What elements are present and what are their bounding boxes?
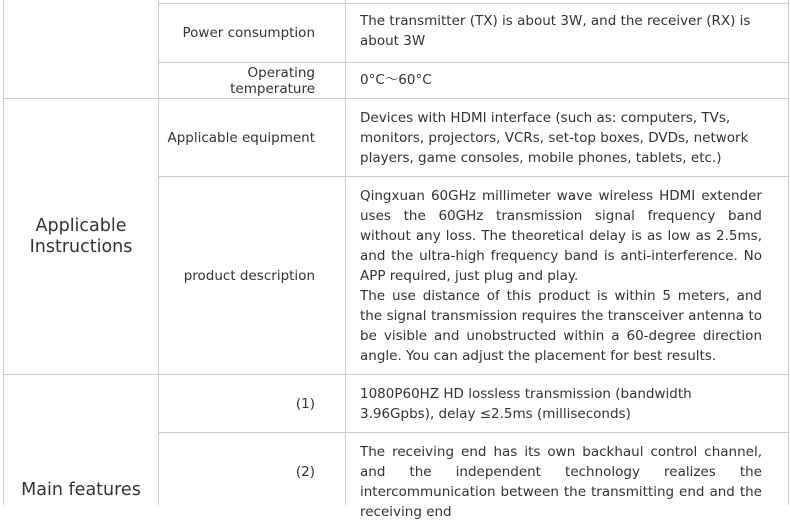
operating-temperature-label: Operating temperature [230, 64, 315, 97]
applicable-equipment-value: Devices with HDMI interface (such as: computers, TVs, monitors, projectors, VCRs, set-top boxes, DVDs, network players, game consoles, mobile phones, tablets, etc.) [360, 110, 749, 166]
feature-1-value: 1080P60HZ HD lossless transmission (bandwidth 3.96Gpbs), delay ≤2.5ms (milliseconds) [360, 386, 692, 422]
power-consumption-label: Power consumption [182, 25, 315, 41]
applicable-equipment-label: Applicable equipment [167, 129, 315, 146]
product-description-value [360, 186, 762, 366]
section-main-features: Main features [21, 480, 141, 500]
power-consumption-value: The transmitter (TX) is about 3W, and the receiver (RX) is about 3W [360, 13, 751, 49]
feature-2-label: (2) [295, 464, 315, 480]
section-applicable-instructions [4, 99, 158, 374]
feature-2-value: The receiving end has its own backhaul control channel, and the independent technology realizes the intercommunication between the transmitting end and the receiving end [360, 444, 762, 520]
feature-1-label: (1) [295, 395, 315, 412]
product-description-paragraph: The use distance of this product is within 5 meters, and the signal transmission requires the transceiver antenna to be visible and unobstructed within a 60-degree direction angle. You can adjust the placement for best results. [360, 288, 762, 364]
product-description-paragraph: Qingxuan 60GHz millimeter wave wireless HDMI extender uses the 60GHz transmission signal frequency band without any loss. The theoretical delay is as low as 2.5ms, and the ultra-high frequency band is anti-interference. No APP required, just plug and play. [360, 188, 762, 284]
operating-temperature-value: 0°C～60°C [360, 72, 432, 88]
product-description-label: product description [183, 267, 315, 284]
section-applicable-line1: Applicable [35, 215, 127, 236]
section-applicable-line2: Instructions [29, 236, 133, 257]
